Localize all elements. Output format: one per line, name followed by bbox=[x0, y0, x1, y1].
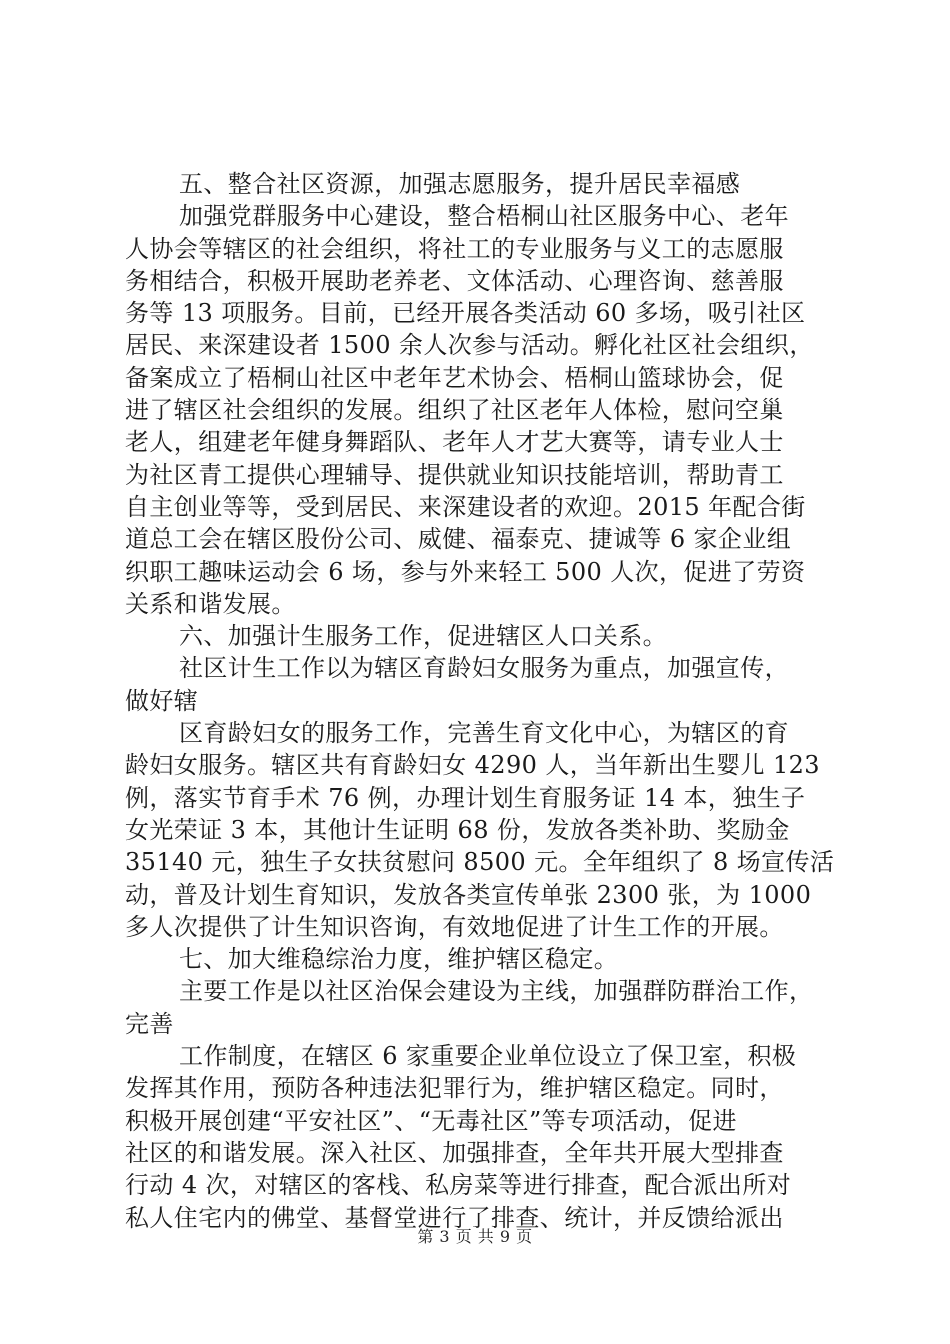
text-line: 女光荣证 3 本，其他计生证明 68 份，发放各类补助、奖励金 bbox=[125, 815, 790, 844]
text-line: 社区计生工作以为辖区育龄妇女服务为重点，加强宣传， bbox=[179, 654, 789, 683]
text-line: 老人，组建老年健身舞蹈队、老年人才艺大赛等，请专业人士 bbox=[125, 428, 784, 457]
text-line: 居民、来深建设者 1500 余人次参与活动。孵化社区社会组织， bbox=[125, 331, 814, 360]
document-body bbox=[125, 168, 845, 1234]
text-line: 人协会等辖区的社会组织，将社工的专业服务与义工的志愿服 bbox=[125, 234, 784, 263]
text-line: 自主创业等等，受到居民、来深建设者的欢迎。2015 年配合街 bbox=[125, 492, 806, 521]
text-line: 务相结合，积极开展助老养老、文体活动、心理咨询、慈善服 bbox=[125, 266, 784, 295]
text-line: 发挥其作用，预防各种违法犯罪行为，维护辖区稳定。同时， bbox=[125, 1074, 784, 1103]
text-line: 做好辖 bbox=[125, 686, 199, 715]
text-line: 动，普及计划生育知识，发放各类宣传单张 2300 张，为 1000 bbox=[125, 880, 812, 909]
text-line: 务等 13 项服务。目前，已经开展各类活动 60 多场，吸引社区 bbox=[125, 299, 806, 328]
text-line: 私人住宅内的佛堂、基督堂进行了排查、统计，并反馈给派出 bbox=[125, 1203, 784, 1232]
text-line: 五、整合社区资源，加强志愿服务，提升居民幸福感 bbox=[179, 170, 741, 198]
text-line: 关系和谐发展。 bbox=[125, 589, 296, 618]
text-line: 区育龄妇女的服务工作，完善生育文化中心，为辖区的育 bbox=[179, 719, 789, 748]
text-line: 六、加强计生服务工作，促进辖区人口关系。 bbox=[179, 622, 667, 651]
text-line: 道总工会在辖区股份公司、威健、福泰克、捷诚等 6 家企业组 bbox=[125, 525, 792, 554]
text-line: 为社区青工提供心理辅导、提供就业知识技能培训，帮助青工 bbox=[125, 460, 784, 489]
text-line: 备案成立了梧桐山社区中老年艺术协会、梧桐山篮球协会，促 bbox=[125, 363, 784, 392]
text-line: 完善 bbox=[125, 1009, 174, 1038]
text-line: 35140 元，独生子女扶贫慰问 8500 元。全年组织了 8 场宣传活 bbox=[125, 848, 835, 877]
text-line: 工作制度，在辖区 6 家重要企业单位设立了保卫室，积极 bbox=[179, 1042, 797, 1071]
text-line: 七、加大维稳综治力度，维护辖区稳定。 bbox=[179, 945, 619, 974]
text-line: 社区的和谐发展。深入社区、加强排查，全年共开展大型排查 bbox=[125, 1138, 784, 1167]
page-footer: 第 3 页 共 9 页 bbox=[417, 1227, 533, 1246]
text-line: 加强党群服务中心建设，整合梧桐山社区服务中心、老年 bbox=[179, 202, 789, 231]
text-line: 行动 4 次，对辖区的客栈、私房菜等进行排查，配合派出所对 bbox=[125, 1171, 792, 1200]
text-line: 织职工趣味运动会 6 场，参与外来轻工 500 人次，促进了劳资 bbox=[125, 557, 806, 586]
text-line: 主要工作是以社区治保会建设为主线，加强群防群治工作， bbox=[179, 977, 814, 1006]
text-line: 多人次提供了计生知识咨询，有效地促进了计生工作的开展。 bbox=[125, 912, 784, 941]
text-line: 积极开展创建“平安社区”、“无毒社区”等专项活动，促进 bbox=[125, 1106, 737, 1135]
text-line: 例，落实节育手术 76 例，办理计划生育服务证 14 本，独生子 bbox=[125, 783, 806, 812]
text-line: 龄妇女服务。辖区共有育龄妇女 4290 人，当年新出生婴儿 123 bbox=[125, 751, 820, 780]
text-line: 进了辖区社会组织的发展。组织了社区老年人体检，慰问空巢 bbox=[125, 396, 784, 425]
